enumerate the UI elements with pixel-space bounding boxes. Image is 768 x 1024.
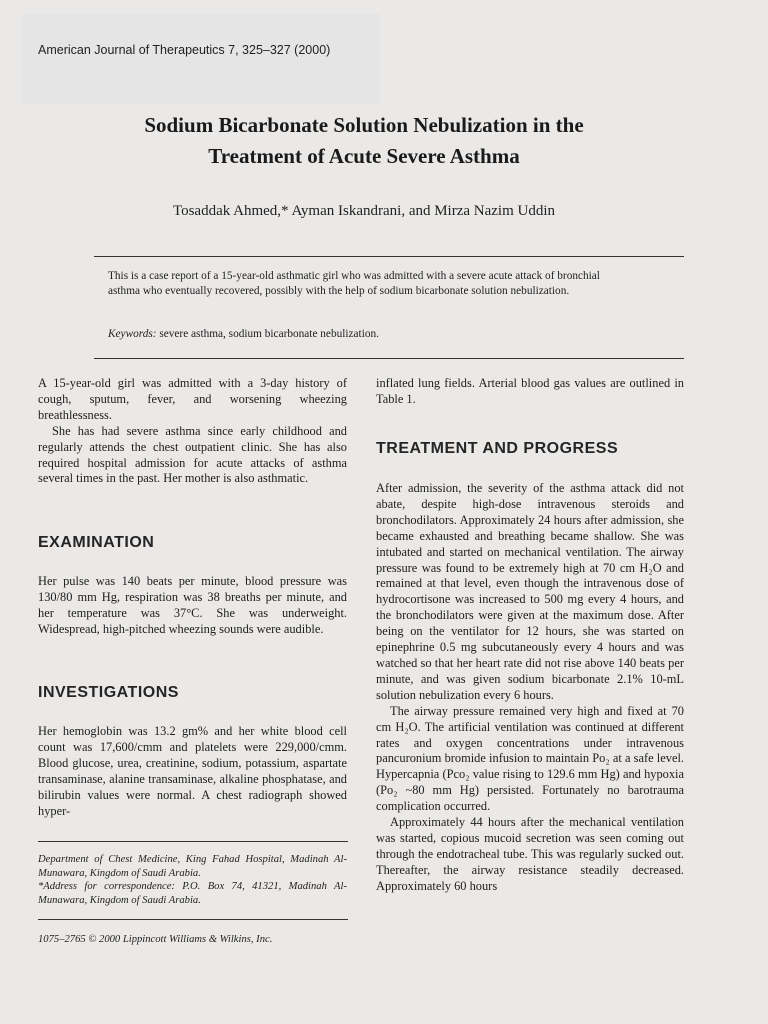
heading-treatment: TREATMENT AND PROGRESS	[376, 440, 619, 457]
examination-section	[38, 574, 347, 638]
article-title-line2: Treatment of Acute Severe Asthma	[208, 144, 520, 168]
investigations-section	[38, 724, 347, 819]
heading-examination: EXAMINATION	[38, 534, 155, 551]
intro-section	[38, 376, 347, 487]
copyright-line: 1075–2765 © 2000 Lippincott Williams & Wilkins, Inc.	[38, 934, 273, 945]
treatment-paragraph-2: The airway pressure remained very high and fixed at 70 cm H₂O. The artificial ventilation was continued at different rates and oxygen concentrations under intravenous pancuronium bromide infusion to maintain Po₂ at a safe level. Hypercapnia (Pco₂ value rising to 129.6 mm Hg) and hypoxia (Po₂ ~80 mm Hg) persisted. Fortunately no barotrauma complication occurred.	[376, 703, 684, 814]
examination-paragraph: Her pulse was 140 beats per minute, blood pressure was 130/80 mm Hg, respiration was 38 breaths per minute, and her temperature was 37°C. She was underweight. Widespread, high-pitched wheezing sounds were audible.	[38, 574, 347, 636]
journal-citation: American Journal of Therapeutics 7, 325–327 (2000)	[38, 43, 331, 57]
article-title-line1: Sodium Bicarbonate Solution Nebulization in the	[144, 113, 584, 137]
abstract-top-rule	[94, 256, 684, 257]
author-list: Tosaddak Ahmed,* Ayman Iskandrani, and Mirza Nazim Uddin	[172, 203, 556, 219]
continuation-paragraph: inflated lung fields. Arterial blood gas values are outlined in Table 1.	[376, 376, 684, 406]
abstract-bottom-rule	[94, 358, 684, 359]
footnote-top-rule	[38, 841, 348, 842]
footnote-department: Department of Chest Medicine, King Fahad Hospital, Madinah Al-Munawara, Kingdom of Saudi Arabia.	[38, 854, 347, 879]
intro-paragraph-1: A 15-year-old girl was admitted with a 3-day history of cough, sputum, fever, and worsening wheezing breathlessness.	[38, 376, 347, 422]
abstract-text: This is a case report of a 15-year-old asthmatic girl who was admitted with a severe acute attack of bronchial asthma who eventually recovered, possibly with the help of sodium bicarbonate solution nebulization.	[108, 270, 600, 297]
journal-watermark	[22, 14, 380, 104]
treatment-paragraph-3: Approximately 44 hours after the mechanical ventilation was started, copious mucoid secretion was seen coming out through the endotracheal tube. This was regularly sucked out. Thereafter, the airway resistance steadily decreased. Approximately 60 hours	[376, 815, 684, 893]
investigations-paragraph: Her hemoglobin was 13.2 gm% and her white blood cell count was 17,600/cmm and platelets were 229,000/cmm. Blood glucose, urea, creatinine, sodium, potassium, aspartate transaminase, alanine transaminase, alkaline phosphatase, and bilirubin values were normal. A chest radiograph showed hyper-	[38, 724, 347, 818]
footnote-correspondence: *Address for correspondence: P.O. Box 74, 41321, Madinah Al-Munawara, Kingdom of Saudi Arabia.	[38, 881, 347, 906]
treatment-section	[376, 481, 684, 895]
keywords-label: Keywords:	[108, 328, 157, 340]
footnote-bottom-rule	[38, 919, 348, 920]
heading-investigations: INVESTIGATIONS	[38, 684, 179, 701]
keywords-line	[108, 328, 628, 340]
right-column-continuation	[376, 376, 684, 408]
keywords-text: severe asthma, sodium bicarbonate nebulization.	[159, 328, 379, 340]
treatment-paragraph-1: After admission, the severity of the asthma attack did not abate, despite high-dose intravenous steroids and bronchodilators. Approximately 24 hours after admission, she became exhausted and breathing became shallow. She was intubated and started on mechanical ventilation. The airway pressure was found to be extremely high at 70 cm H₂O and remained at that level, even though the intravenous dose of hydrocortisone was increased to 500 mg every 4 hours, and the bronchodilators were given at the maximum dose. After being on the ventilator for 12 hours, she was started on epinephrine 0.5 mg subcutaneously every 4 hours and was watched so that her heart rate did not rise above 140 beats per minute, and was given sodium bicarbonate 2.1% 10-mL solution nebulization every 6 hours.	[376, 481, 684, 702]
affiliation-footnote	[38, 853, 347, 907]
intro-paragraph-2: She has had severe asthma since early childhood and regularly attends the chest outpatient clinic. She has also required hospital admission for acute attacks of asthma several times in the past. Her mother is also asthmatic.	[38, 423, 347, 486]
